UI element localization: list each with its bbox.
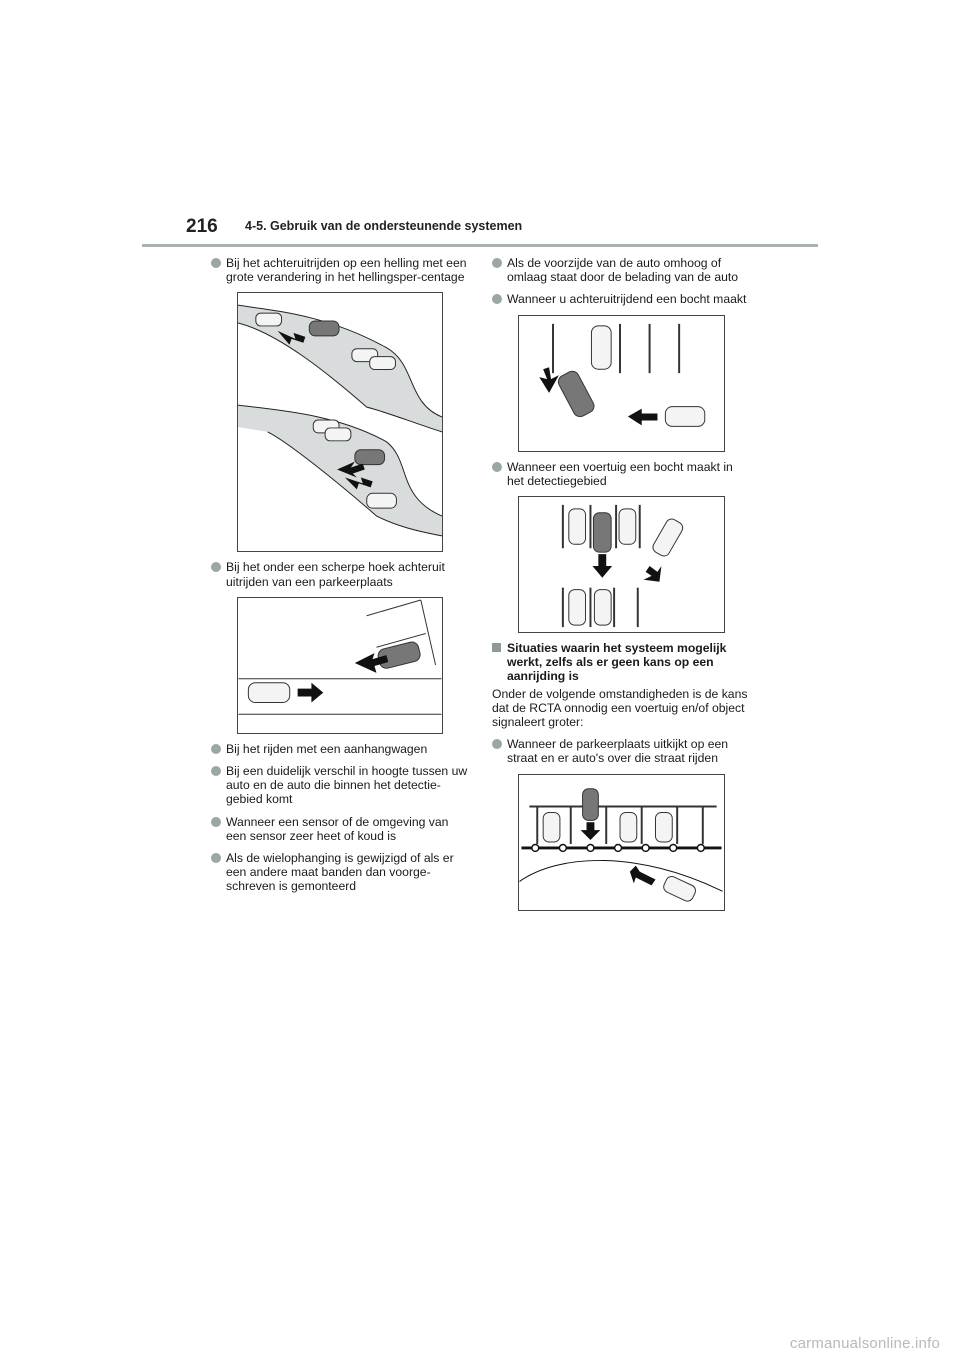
slope-drawing xyxy=(238,293,442,551)
bullet-icon xyxy=(492,258,502,268)
list-item: Bij het achteruitrijden op een helling met een grote verandering in het hellingsper-centage xyxy=(211,256,471,284)
bullet-icon xyxy=(211,766,221,776)
right-column xyxy=(492,256,752,919)
list-item: Bij het onder een scherpe hoek achteruit uitrijden van een parkeerplaats xyxy=(211,560,471,588)
left-column xyxy=(211,256,471,902)
street-parking-drawing xyxy=(519,775,724,910)
turning-vehicle-drawing xyxy=(519,497,724,632)
angled-parking-illustration xyxy=(237,597,443,734)
list-item: Wanneer de parkeerplaats uitkijkt op een straat en er auto's over die straat rijden xyxy=(492,737,752,765)
watermark: carmanualsonline.info xyxy=(789,1335,940,1352)
slope-illustration xyxy=(237,292,443,552)
header-rule xyxy=(142,244,818,247)
bullet-icon xyxy=(211,744,221,754)
bullet-icon xyxy=(492,294,502,304)
reverse-turn-illustration xyxy=(518,315,725,452)
turning-vehicle-illustration xyxy=(518,496,725,633)
heading-square-icon xyxy=(492,643,501,652)
list-item: Bij een duidelijk verschil in hoogte tussen uw auto en de auto die binnen het detectie-gebied komt xyxy=(211,764,471,807)
bullet-icon xyxy=(492,462,502,472)
list-item: Wanneer een voertuig een bocht maakt in het detectiegebied xyxy=(492,460,752,488)
list-item: Als de wielophanging is gewijzigd of als er een andere maat banden dan voorge-schreven is gemonteerd xyxy=(211,851,471,894)
bullet-icon xyxy=(492,739,502,749)
bullet-icon xyxy=(211,853,221,863)
list-item: Bij het rijden met een aanhangwagen xyxy=(211,742,471,756)
page-number: 216 xyxy=(186,216,218,237)
list-item: Wanneer een sensor of de omgeving van een sensor zeer heet of koud is xyxy=(211,815,471,843)
bullet-icon xyxy=(211,258,221,268)
section-title: 4-5. Gebruik van de ondersteunende systemen xyxy=(245,219,523,233)
section-heading: Situaties waarin het systeem mogelijk werkt, zelfs als er geen kans op een aanrijding is xyxy=(492,641,752,684)
list-item: Wanneer u achteruitrijdend een bocht maakt xyxy=(492,292,752,306)
angled-parking-drawing xyxy=(238,598,442,733)
bullet-icon xyxy=(211,562,221,572)
list-item: Als de voorzijde van de auto omhoog of omlaag staat door de belading van de auto xyxy=(492,256,752,284)
body-paragraph: Onder de volgende omstandigheden is de kans dat de RCTA onnodig een voertuig en/of object signaleert groter: xyxy=(492,686,748,730)
street-parking-illustration xyxy=(518,774,725,911)
bullet-icon xyxy=(211,817,221,827)
reverse-turn-drawing xyxy=(519,316,724,451)
